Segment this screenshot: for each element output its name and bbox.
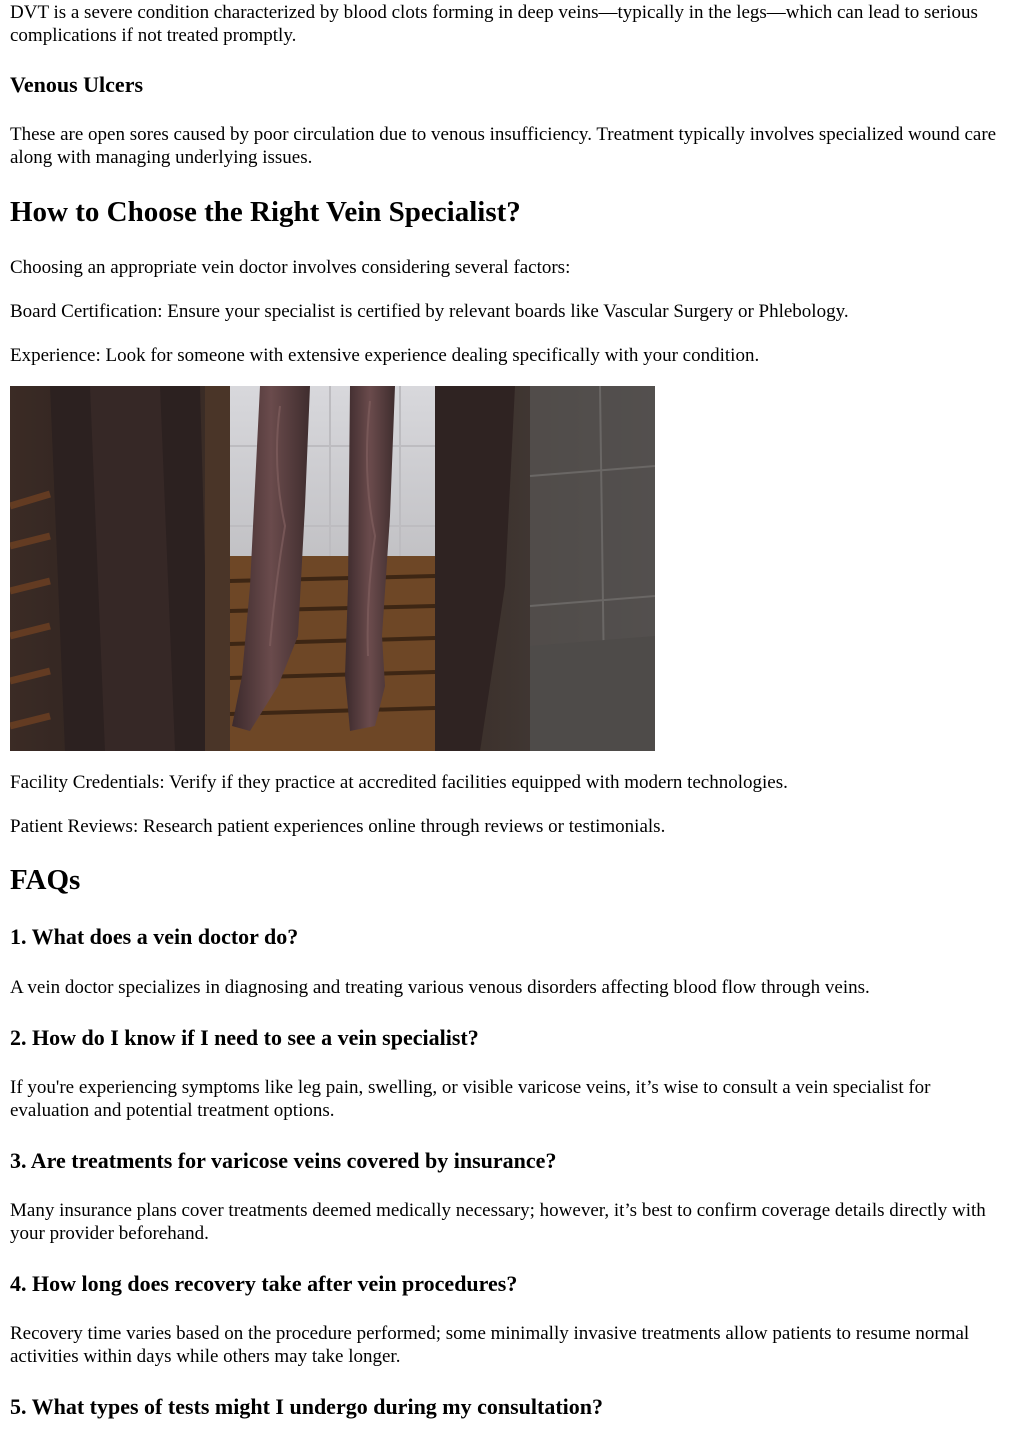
patient-reviews-paragraph: Patient Reviews: Research patient experiences online through reviews or testimonials. bbox=[10, 816, 666, 837]
facility-credentials-paragraph: Facility Credentials: Verify if they practice at accredited facilities equipped with modern technologies. bbox=[10, 772, 788, 793]
faq-answer: A vein doctor specializes in diagnosing and treating various venous disorders affecting blood flow through veins. bbox=[10, 977, 870, 998]
faq-question: 5. What types of tests might I undergo during my consultation? bbox=[10, 1394, 604, 1419]
faq-question: 1. What does a vein doctor do? bbox=[10, 924, 299, 949]
choose-specialist-heading: How to Choose the Right Vein Specialist? bbox=[10, 196, 521, 228]
faq-question: 4. How long does recovery take after vein procedures? bbox=[10, 1271, 518, 1296]
faq-question: 3. Are treatments for varicose veins covered by insurance? bbox=[10, 1148, 557, 1173]
board-certification-paragraph: Board Certification: Ensure your specialist is certified by relevant boards like Vascular Surgery or Phlebology. bbox=[10, 301, 849, 322]
venous-ulcers-paragraph: These are open sores caused by poor circulation due to venous insufficiency. Treatment typically involves specialized wound care along with managing underlying issues. bbox=[10, 124, 997, 168]
faq-answer: If you're experiencing symptoms like leg pain, swelling, or visible varicose veins, it’s wise to consult a vein specialist for evaluation and potential treatment options. bbox=[10, 1077, 931, 1121]
venous-ulcers-heading: Venous Ulcers bbox=[10, 72, 144, 97]
choose-intro-paragraph: Choosing an appropriate vein doctor involves considering several factors: bbox=[10, 257, 571, 278]
dvt-paragraph: DVT is a severe condition characterized by blood clots forming in deep veins—typically in the legs—which can lead to serious complications if not treated promptly. bbox=[10, 2, 978, 46]
experience-paragraph: Experience: Look for someone with extensive experience dealing specifically with your condition. bbox=[10, 345, 760, 366]
faq-answer: Recovery time varies based on the procedure performed; some minimally invasive treatments allow patients to resume normal activities within days while others may take longer. bbox=[10, 1323, 970, 1367]
faq-answer: Many insurance plans cover treatments deemed medically necessary; however, it’s best to confirm coverage details directly with your provider beforehand. bbox=[10, 1200, 986, 1244]
varicose-veins-photo bbox=[10, 386, 655, 751]
faq-question: 2. How do I know if I need to see a vein specialist? bbox=[10, 1025, 479, 1050]
faqs-heading: FAQs bbox=[10, 864, 81, 896]
